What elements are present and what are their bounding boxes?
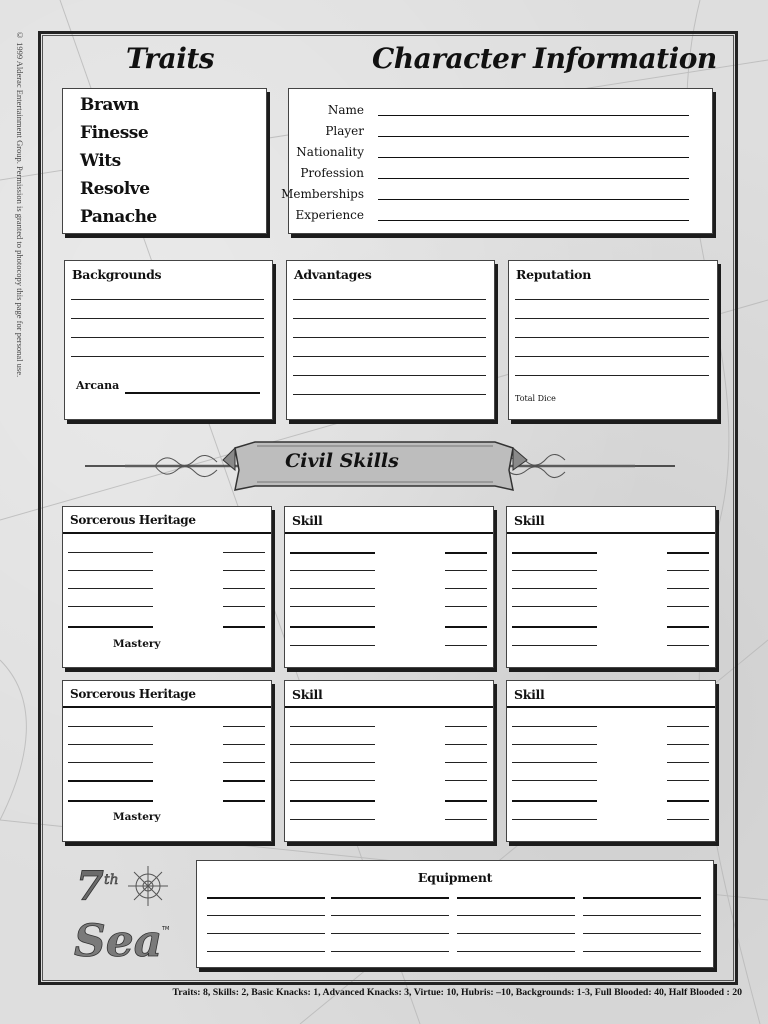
name-row[interactable]: [289, 101, 709, 121]
player-row[interactable]: [289, 122, 709, 142]
rank-line[interactable]: [445, 762, 487, 763]
equipment-line[interactable]: [457, 933, 575, 934]
knack-line[interactable]: [290, 762, 375, 763]
rank-line[interactable]: [445, 606, 487, 607]
total-dice-label: Total Dice: [515, 394, 556, 403]
trait-wits: Wits: [80, 151, 121, 171]
equipment-line[interactable]: [583, 915, 701, 916]
knack-line[interactable]: [512, 780, 597, 781]
arcana-line[interactable]: [125, 392, 260, 394]
backgrounds-panel: [64, 260, 273, 420]
sorcerous-heritage-title: Sorcerous Heritage: [70, 687, 196, 701]
point-cost-footer: Traits: 8, Skills: 2, Basic Knacks: 1, Advanced Knacks: 3, Virtue: 10, Hubris: –10, Backgrounds: 1-3, Full Blooded: 40, Half Blooded : 20: [172, 987, 742, 998]
knack-line[interactable]: [290, 800, 375, 802]
knack-line[interactable]: [68, 570, 153, 571]
reputation-line[interactable]: [515, 375, 709, 376]
rank-line[interactable]: [445, 800, 487, 802]
knack-line[interactable]: [512, 762, 597, 763]
reputation-line[interactable]: [515, 299, 709, 300]
skill-panel: [284, 506, 494, 668]
experience-row[interactable]: [289, 206, 709, 226]
knack-line[interactable]: [512, 606, 597, 607]
knack-line[interactable]: [512, 588, 597, 589]
knack-line[interactable]: [512, 726, 597, 727]
reputation-line[interactable]: [515, 318, 709, 319]
knack-line[interactable]: [290, 744, 375, 745]
rank-line[interactable]: [667, 570, 709, 571]
rank-line[interactable]: [667, 726, 709, 727]
rank-line[interactable]: [223, 726, 265, 727]
rank-line[interactable]: [667, 606, 709, 607]
header-rule: [63, 706, 271, 708]
rank-line[interactable]: [223, 626, 265, 628]
knack-line[interactable]: [512, 800, 597, 802]
svg-text:7: 7: [76, 863, 104, 910]
knack-line[interactable]: [290, 626, 375, 628]
mastery-label: Mastery: [113, 638, 161, 650]
nationality-label: Nationality: [296, 145, 364, 159]
skill-title: Skill: [292, 513, 323, 528]
mastery-label: Mastery: [113, 811, 161, 823]
nationality-row[interactable]: [289, 143, 709, 163]
equipment-line[interactable]: [583, 933, 701, 934]
player-line[interactable]: [378, 136, 689, 137]
knack-line[interactable]: [290, 570, 375, 571]
knack-line[interactable]: [68, 588, 153, 589]
advantages-line[interactable]: [293, 318, 486, 319]
rank-line[interactable]: [223, 744, 265, 745]
knack-line[interactable]: [290, 726, 375, 727]
knack-line[interactable]: [290, 588, 375, 589]
rank-line[interactable]: [445, 552, 487, 554]
experience-label: Experience: [295, 208, 364, 222]
rank-line[interactable]: [445, 744, 487, 745]
header-rule: [63, 532, 271, 534]
rank-line[interactable]: [667, 645, 709, 646]
rank-line[interactable]: [223, 588, 265, 589]
rank-line[interactable]: [223, 762, 265, 763]
rank-line[interactable]: [667, 819, 709, 820]
trademark-mark: TM: [162, 926, 170, 932]
advantages-line[interactable]: [293, 375, 486, 376]
character-info-panel: [281, 88, 713, 234]
advantages-line[interactable]: [293, 337, 486, 338]
equipment-line[interactable]: [331, 933, 449, 934]
memberships-line[interactable]: [378, 199, 689, 200]
player-label: Player: [325, 124, 364, 138]
trait-panache: Panache: [80, 207, 157, 227]
equipment-panel: [196, 860, 714, 968]
rank-line[interactable]: [445, 645, 487, 646]
skill-title: Skill: [514, 687, 545, 702]
skill-panel: [506, 680, 716, 842]
memberships-label: Memberships: [281, 187, 364, 201]
header-rule: [285, 532, 493, 534]
header-rule: [285, 706, 493, 708]
header-rule: [507, 706, 715, 708]
rank-line[interactable]: [223, 606, 265, 607]
profession-line[interactable]: [378, 178, 689, 179]
equipment-line[interactable]: [207, 951, 325, 952]
skill-title: Skill: [292, 687, 323, 702]
nationality-line[interactable]: [378, 157, 689, 158]
experience-line[interactable]: [378, 220, 689, 221]
backgrounds-line[interactable]: [71, 356, 264, 357]
sorcerous-heritage-title: Sorcerous Heritage: [70, 513, 196, 527]
arcana-label: Arcana: [76, 379, 120, 392]
knack-line[interactable]: [68, 726, 153, 727]
trait-brawn: Brawn: [80, 95, 139, 115]
reputation-panel: [508, 260, 718, 420]
backgrounds-line[interactable]: [71, 337, 264, 338]
equipment-line[interactable]: [207, 915, 325, 916]
traits-panel: [62, 88, 267, 234]
backgrounds-line[interactable]: [71, 318, 264, 319]
knack-line[interactable]: [290, 552, 375, 554]
civil-skills-title: Civil Skills: [285, 450, 399, 472]
rank-line[interactable]: [445, 819, 487, 820]
equipment-line[interactable]: [457, 951, 575, 952]
knack-line[interactable]: [512, 626, 597, 628]
backgrounds-line[interactable]: [71, 299, 264, 300]
knack-line[interactable]: [68, 762, 153, 763]
traits-heading: Traits: [126, 42, 215, 75]
seventh-sea-logo: [70, 858, 180, 968]
knack-line[interactable]: [512, 552, 597, 554]
skill-panel: [506, 506, 716, 668]
knack-line[interactable]: [290, 645, 375, 646]
equipment-line[interactable]: [583, 897, 701, 899]
equipment-line[interactable]: [457, 915, 575, 916]
rank-line[interactable]: [445, 780, 487, 781]
knack-line[interactable]: [512, 645, 597, 646]
equipment-line[interactable]: [207, 933, 325, 934]
knack-line[interactable]: [512, 744, 597, 745]
trait-resolve: Resolve: [80, 179, 150, 199]
advantages-panel: [286, 260, 495, 420]
reputation-title: Reputation: [516, 267, 591, 282]
trait-finesse: Finesse: [80, 123, 149, 143]
rank-line[interactable]: [445, 726, 487, 727]
rank-line[interactable]: [445, 626, 487, 628]
rank-line[interactable]: [667, 588, 709, 589]
knack-line[interactable]: [290, 606, 375, 607]
equipment-line[interactable]: [457, 897, 575, 899]
profession-label: Profession: [300, 166, 364, 180]
rank-line[interactable]: [223, 780, 265, 782]
profession-row[interactable]: [289, 164, 709, 184]
knack-line[interactable]: [512, 570, 597, 571]
knack-line[interactable]: [290, 819, 375, 820]
rank-line[interactable]: [667, 744, 709, 745]
equipment-line[interactable]: [331, 951, 449, 952]
rank-line[interactable]: [445, 588, 487, 589]
svg-text:th: th: [104, 872, 119, 888]
equipment-line[interactable]: [331, 897, 449, 899]
equipment-line[interactable]: [207, 897, 325, 899]
rank-line[interactable]: [445, 570, 487, 571]
header-rule: [507, 532, 715, 534]
rank-line[interactable]: [667, 800, 709, 802]
rank-line[interactable]: [223, 570, 265, 571]
knack-line[interactable]: [68, 744, 153, 745]
rank-line[interactable]: [667, 626, 709, 628]
svg-text:Sea: Sea: [74, 916, 163, 967]
copyright-notice: © 1999 Alderac Entertainment Group. Permission is granted to photocopy this page for personal use.: [15, 30, 25, 378]
sorcerous-heritage-panel: [62, 506, 272, 668]
name-line[interactable]: [378, 115, 689, 116]
skill-panel: [284, 680, 494, 842]
equipment-title: Equipment: [417, 870, 493, 885]
compass-rose-icon: [70, 858, 180, 968]
name-label: Name: [327, 103, 364, 117]
memberships-row[interactable]: [281, 185, 709, 205]
equipment-line[interactable]: [331, 915, 449, 916]
skill-title: Skill: [514, 513, 545, 528]
knack-line[interactable]: [68, 780, 153, 782]
knack-line[interactable]: [68, 626, 153, 628]
knack-line[interactable]: [68, 800, 153, 802]
rank-line[interactable]: [223, 552, 265, 553]
knack-line[interactable]: [290, 780, 375, 781]
sorcerous-heritage-panel: [62, 680, 272, 842]
rank-line[interactable]: [223, 800, 265, 802]
knack-line[interactable]: [68, 606, 153, 607]
rank-line[interactable]: [667, 552, 709, 554]
equipment-line[interactable]: [583, 951, 701, 952]
rank-line[interactable]: [667, 762, 709, 763]
advantages-title: Advantages: [294, 267, 372, 282]
reputation-line[interactable]: [515, 337, 709, 338]
knack-line[interactable]: [512, 819, 597, 820]
advantages-line[interactable]: [293, 394, 486, 395]
rank-line[interactable]: [667, 780, 709, 781]
character-info-heading: Character Information: [372, 42, 717, 75]
reputation-line[interactable]: [515, 356, 709, 357]
knack-line[interactable]: [68, 552, 153, 553]
advantages-line[interactable]: [293, 356, 486, 357]
advantages-line[interactable]: [293, 299, 486, 300]
backgrounds-title: Backgrounds: [72, 267, 162, 282]
